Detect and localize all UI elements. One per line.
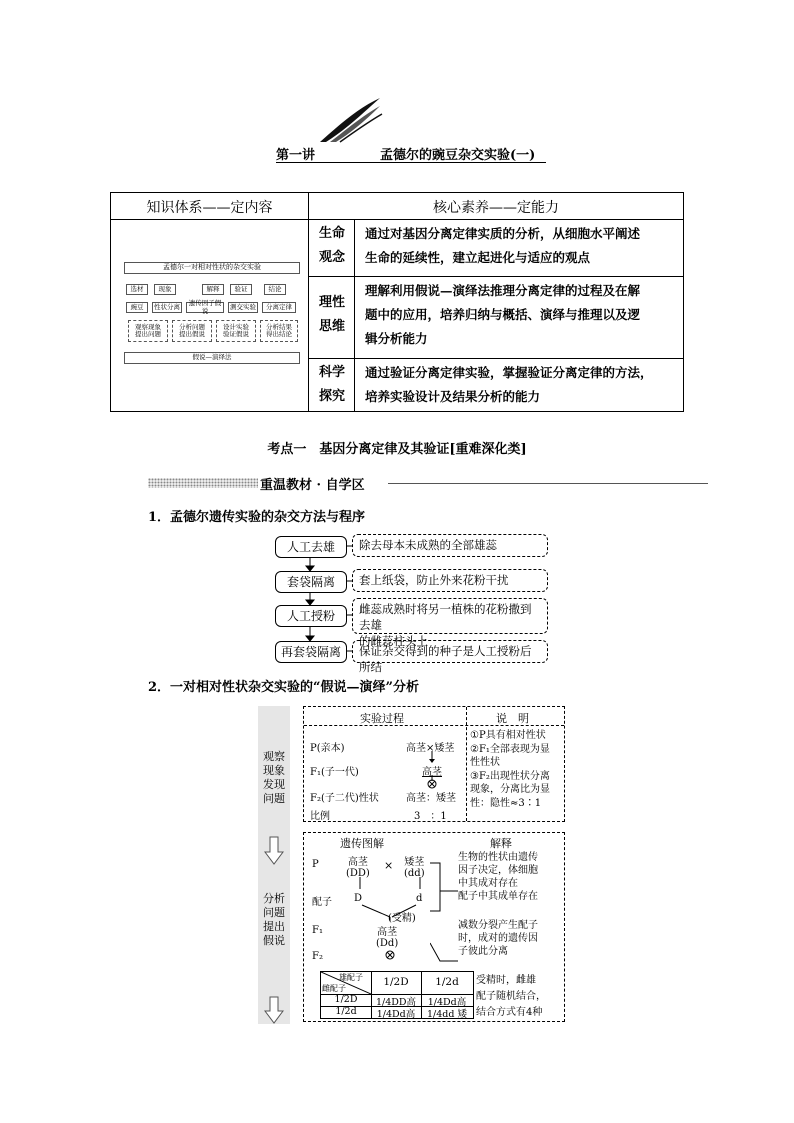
row-text-scientific-inquiry: 通过验证分离定律实验，掌握验证分离定律的方法， 培养实验设计及结果分析的能力 [365, 365, 653, 404]
step-rebagging: 再套袋隔离 [275, 641, 347, 663]
p-cross: 高茎×矮茎 [406, 743, 455, 754]
f2-value: 高茎：矮茎 [406, 793, 456, 804]
fertilization-label: (受精) [388, 913, 416, 924]
parent-short: 矮茎 (dd) [404, 857, 425, 879]
gamete-D: D [354, 893, 363, 904]
punnett-corner-top: 雄配子 [339, 973, 363, 982]
explanation-brackets [430, 851, 460, 971]
down-arrow-icon [264, 836, 284, 866]
mini-box: 测交实验 [228, 302, 258, 313]
knowledge-system-header: 知识体系——定内容 [146, 200, 273, 216]
punnett-col-head: 1/2d [435, 976, 459, 988]
ratio-label: 比例 [310, 811, 330, 822]
mini-box: 设计实验 验证假说 [216, 320, 256, 342]
mini-box: 性状分离 [152, 302, 182, 313]
core-literacy-header: 核心素养——定能力 [433, 200, 559, 216]
f1-symbol: F₁ [312, 925, 323, 936]
mini-box: 分离定律 [262, 302, 296, 313]
row-text-rational-thinking: 理解利用假说—演绎法推理分离定律的过程及在解 题中的应用，培养归纳与概括、演绎与推理以及逻 辑分析能力 [365, 283, 641, 346]
explanation-head: 解释 [490, 837, 512, 850]
row-label-life-concept: 生命 观念 [318, 226, 345, 265]
mini-box: 遗传因子假说 [186, 302, 224, 313]
step-desc: 除去母本未成熟的全部雄蕊 [352, 534, 548, 557]
punnett-square [320, 971, 474, 1019]
f1-label: F₁(子一代) [310, 767, 359, 778]
cross-symbol: × [384, 859, 394, 872]
part2-title: 2．一对相对性状杂交实验的“假说—演绎”分析 [148, 680, 420, 695]
step-pollination: 人工授粉 [275, 605, 347, 627]
diagram-head: 遗传图解 [340, 837, 384, 850]
genetic-diagram-panel [303, 832, 565, 1022]
side-label-hypothesis: 分析 问题 提出 假说 [263, 892, 285, 947]
row-label-scientific-inquiry: 科学 探究 [318, 365, 345, 404]
side-label-observe: 观察 现象 发现 问题 [263, 750, 285, 805]
p-label: P(亲本) [310, 743, 345, 754]
mini-step: 结论 [264, 284, 286, 295]
step-emasculation: 人工去雄 [275, 536, 347, 558]
mini-step: 选材 [126, 284, 148, 295]
punnett-cell: 1/4Dd高 [376, 1009, 416, 1020]
experiment-head: 实验过程 [360, 712, 404, 725]
mini-step: 现象 [154, 284, 176, 295]
f1-value: 高茎 [422, 767, 442, 778]
gamete-d: d [416, 893, 423, 904]
experiment-notes: ①P具有相对性状 ②F₁全部表现为显 性性状 ③F₂出现性状分离 现象，分离比为显 性：隐性≈3∶1 [470, 730, 550, 809]
punnett-row-head: 1/2D [334, 994, 358, 1005]
punnett-col-head: 1/2D [383, 976, 409, 988]
explanation-2: 减数分裂产生配子 时，成对的遗传因 子彼此分离 [458, 920, 538, 957]
row-label-rational-thinking: 理性 思维 [318, 295, 345, 334]
mini-bottom: 假说—演绎法 [124, 352, 300, 364]
explanation-3: 受精时，雌雄 配子随机结合， 结合方式有4种 [476, 975, 546, 1018]
lecture-title: 孟德尔的豌豆杂交实验(一) [380, 148, 536, 163]
experiment-panel [303, 706, 565, 822]
parent-tall: 高茎 (DD) [346, 857, 370, 879]
mini-box: 豌豆 [126, 302, 148, 313]
p-symbol: P [312, 859, 319, 870]
step-desc: 保证杂交得到的种子是人工授粉后所结 [352, 640, 548, 663]
key-point-title: 考点一 基因分离定律及其验证[重难深化类] [267, 442, 527, 457]
mini-box: 分析问题 提出假说 [172, 320, 212, 342]
gamete-label: 配子 [312, 897, 332, 908]
step-desc: 套上纸袋，防止外来花粉干扰 [352, 569, 548, 592]
f2-label: F₂(子二代)性状 [310, 793, 379, 804]
step-desc: 雌蕊成熟时将另一植株的花粉撒到去雄 的雌蕊柱头上 [352, 598, 548, 634]
explanation-1: 生物的性状由遗传 因子决定，体细胞 中其成对存在 配子中其成单存在 [458, 852, 538, 902]
section-label: 重温教材 · 自学区 [260, 478, 365, 493]
analysis-sidebar [258, 706, 290, 1024]
row-text-life-concept: 通过对基因分离定律实质的分析，从细胞水平阐述 生命的延续性，建立起进化与适应的观点 [365, 226, 641, 265]
punnett-corner-bottom: 雌配子 [322, 984, 346, 993]
notes-head: 说 明 [496, 712, 529, 725]
ratio-value: 3 ：1 [414, 811, 447, 822]
mini-title: 孟德尔一对相对性状的杂交实验 [124, 262, 300, 274]
mini-step: 验证 [230, 284, 252, 295]
f1-tall: 高茎 (Dd) [376, 927, 399, 949]
mini-box: 分析结果 得出结论 [260, 320, 298, 342]
f2-symbol: F₂ [312, 951, 323, 962]
punnett-cell: 1/4DD高 [375, 997, 417, 1008]
cross-arrows [422, 751, 442, 791]
lecture-number: 第一讲 [276, 148, 316, 163]
step-bagging: 套袋隔离 [275, 571, 347, 593]
punnett-cell: 1/4Dd高 [427, 997, 467, 1008]
part1-title: 1．孟德尔遗传实验的杂交方法与程序 [148, 510, 366, 525]
mini-step: 解释 [202, 284, 224, 295]
mini-box: 观察现象 提出问题 [128, 320, 168, 342]
punnett-cell: 1/4dd 矮 [427, 1009, 467, 1020]
punnett-row-head: 1/2d [335, 1006, 357, 1017]
down-arrow-icon [264, 996, 284, 1024]
